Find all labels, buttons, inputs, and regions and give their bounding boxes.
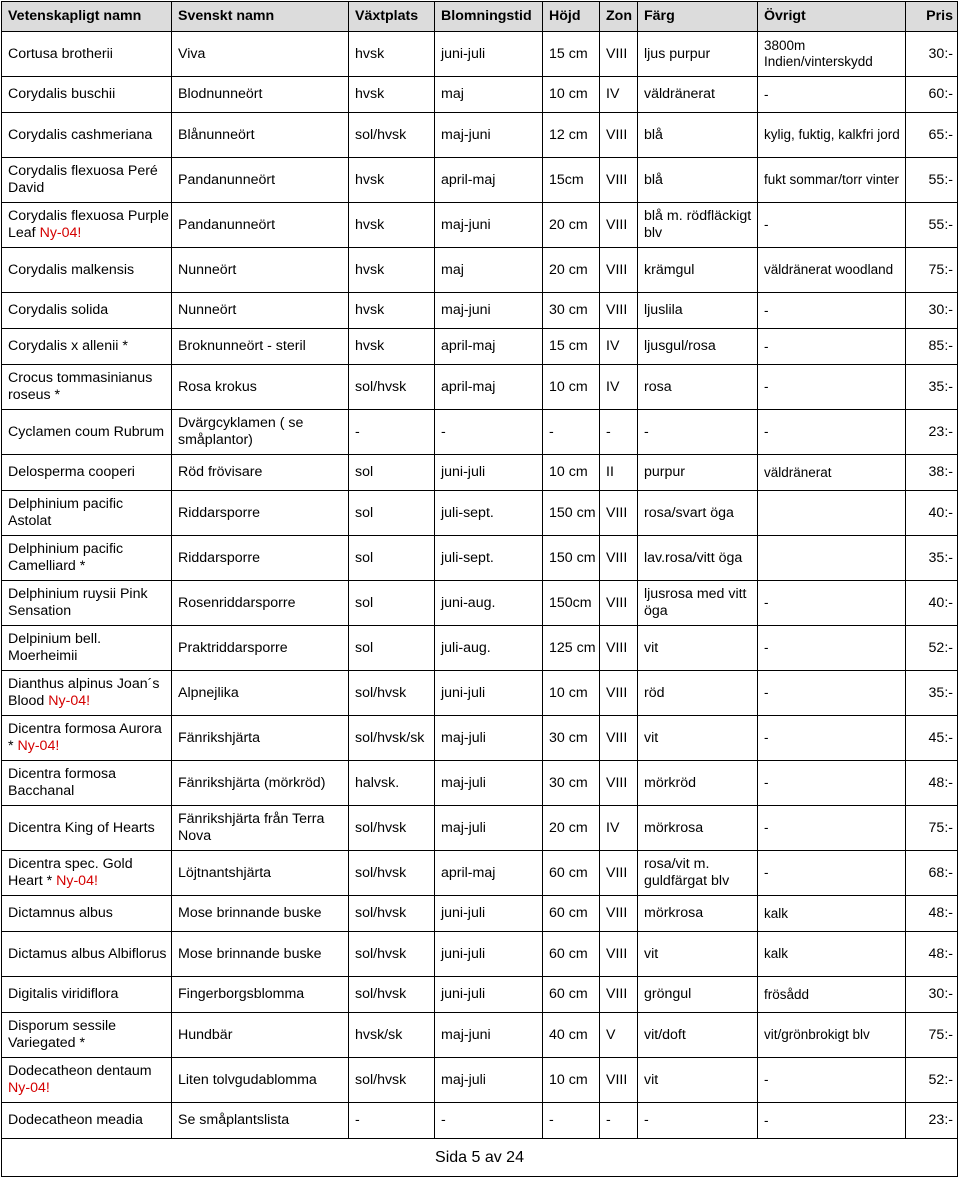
color-cell: lav.rosa/vitt öga — [638, 536, 758, 581]
other-cell: - — [758, 1103, 906, 1139]
price-cell: 40:- — [906, 491, 958, 536]
other-cell: - — [758, 329, 906, 365]
scientific-name-cell: Corydalis flexuosa Peré David — [2, 158, 172, 203]
table-row — [2, 932, 958, 977]
header-color: Färg — [638, 2, 758, 32]
scientific-name-text: Corydalis flexuosa Purple Leaf — [8, 208, 169, 241]
table-row — [2, 581, 958, 626]
scientific-name-text: Dodecatheon dentaum — [8, 1063, 152, 1079]
other-cell: väldränerat woodland — [758, 248, 906, 293]
price-cell: 68:- — [906, 851, 958, 896]
price-cell: 48:- — [906, 761, 958, 806]
header-bloom-time: Blomningstid — [435, 2, 543, 32]
height-cell: 15 cm — [543, 329, 600, 365]
other-cell: 3800m Indien/vinterskydd — [758, 32, 906, 77]
scientific-name-cell: Delphinium ruysii Pink Sensation — [2, 581, 172, 626]
bloom-time-cell: maj — [435, 248, 543, 293]
zone-cell: VIII — [600, 932, 638, 977]
color-cell: gröngul — [638, 977, 758, 1013]
price-cell: 48:- — [906, 896, 958, 932]
table-row — [2, 410, 958, 455]
site-cell: hvsk — [349, 329, 435, 365]
table-row — [2, 329, 958, 365]
bloom-time-cell: maj-juni — [435, 203, 543, 248]
scientific-name-cell — [2, 716, 172, 761]
scientific-name-cell: Delphinium pacific Astolat — [2, 491, 172, 536]
swedish-name-cell: Broknunneört - steril — [172, 329, 349, 365]
table-row — [2, 1058, 958, 1103]
bloom-time-cell: juni-juli — [435, 671, 543, 716]
swedish-name-cell: Nunneört — [172, 248, 349, 293]
swedish-name-cell: Fänrikshjärta — [172, 716, 349, 761]
price-cell: 52:- — [906, 626, 958, 671]
bloom-time-cell: juni-juli — [435, 977, 543, 1013]
site-cell: hvsk — [349, 158, 435, 203]
zone-cell: - — [600, 410, 638, 455]
site-cell: sol/hvsk — [349, 113, 435, 158]
scientific-name-text: Dicentra spec. Gold Heart * — [8, 856, 133, 889]
zone-cell: VIII — [600, 203, 638, 248]
header-site: Växtplats — [349, 2, 435, 32]
swedish-name-cell: Nunneört — [172, 293, 349, 329]
price-cell: 48:- — [906, 932, 958, 977]
header-swedish-name: Svenskt namn — [172, 2, 349, 32]
site-cell: sol — [349, 626, 435, 671]
zone-cell: VIII — [600, 158, 638, 203]
site-cell: sol/hvsk/sk — [349, 716, 435, 761]
bloom-time-cell: juni-juli — [435, 896, 543, 932]
color-cell: ljus purpur — [638, 32, 758, 77]
bloom-time-cell: juni-aug. — [435, 581, 543, 626]
price-cell: 30:- — [906, 32, 958, 77]
scientific-name-cell: Dicentra King of Hearts — [2, 806, 172, 851]
height-cell: 20 cm — [543, 806, 600, 851]
table-row — [2, 716, 958, 761]
site-cell: sol — [349, 581, 435, 626]
color-cell: mörkrosa — [638, 806, 758, 851]
height-cell: 10 cm — [543, 365, 600, 410]
zone-cell: VIII — [600, 32, 638, 77]
table-row — [2, 248, 958, 293]
zone-cell: VIII — [600, 896, 638, 932]
swedish-name-cell: Viva — [172, 32, 349, 77]
table-row — [2, 455, 958, 491]
other-cell: kalk — [758, 932, 906, 977]
site-cell: sol — [349, 491, 435, 536]
color-cell: ljusrosa med vitt öga — [638, 581, 758, 626]
price-cell: 35:- — [906, 671, 958, 716]
table-row — [2, 896, 958, 932]
other-cell: - — [758, 77, 906, 113]
price-cell: 23:- — [906, 1103, 958, 1139]
new-badge: Ny-04! — [39, 225, 82, 241]
price-cell: 40:- — [906, 581, 958, 626]
table-row — [2, 851, 958, 896]
other-cell: - — [758, 806, 906, 851]
zone-cell: VIII — [600, 761, 638, 806]
bloom-time-cell: juli-sept. — [435, 491, 543, 536]
height-cell: 12 cm — [543, 113, 600, 158]
site-cell: sol/hvsk — [349, 851, 435, 896]
bloom-time-cell: april-maj — [435, 851, 543, 896]
site-cell: sol — [349, 455, 435, 491]
other-cell: - — [758, 581, 906, 626]
table-row — [2, 293, 958, 329]
color-cell: krämgul — [638, 248, 758, 293]
zone-cell: VIII — [600, 536, 638, 581]
height-cell: 15 cm — [543, 32, 600, 77]
bloom-time-cell: maj-juli — [435, 1058, 543, 1103]
swedish-name-cell: Pandanunneört — [172, 158, 349, 203]
other-cell: fukt sommar/torr vinter — [758, 158, 906, 203]
zone-cell: VIII — [600, 293, 638, 329]
height-cell: 60 cm — [543, 977, 600, 1013]
scientific-name-cell: Corydalis malkensis — [2, 248, 172, 293]
scientific-name-cell: Corydalis buschii — [2, 77, 172, 113]
price-cell: 52:- — [906, 1058, 958, 1103]
swedish-name-cell: Se småplantslista — [172, 1103, 349, 1139]
color-cell: blå — [638, 158, 758, 203]
height-cell: 150cm — [543, 581, 600, 626]
bloom-time-cell: april-maj — [435, 329, 543, 365]
bloom-time-cell: maj-juni — [435, 293, 543, 329]
swedish-name-cell: Blodnunneört — [172, 77, 349, 113]
page-footer-row — [2, 1139, 958, 1177]
table-row — [2, 32, 958, 77]
price-cell: 45:- — [906, 716, 958, 761]
bloom-time-cell: juni-juli — [435, 932, 543, 977]
plant-price-table — [1, 1, 958, 1177]
other-cell: kalk — [758, 896, 906, 932]
swedish-name-cell: Röd frövisare — [172, 455, 349, 491]
bloom-time-cell: maj-juli — [435, 761, 543, 806]
swedish-name-cell: Fänrikshjärta från Terra Nova — [172, 806, 349, 851]
price-cell: 55:- — [906, 158, 958, 203]
zone-cell: VIII — [600, 671, 638, 716]
header-scientific-name: Vetenskapligt namn — [2, 2, 172, 32]
scientific-name-cell: Delosperma cooperi — [2, 455, 172, 491]
height-cell: 20 cm — [543, 203, 600, 248]
price-cell: 30:- — [906, 977, 958, 1013]
zone-cell: - — [600, 1103, 638, 1139]
other-cell: väldränerat — [758, 455, 906, 491]
site-cell: sol/hvsk — [349, 932, 435, 977]
other-cell: frösådd — [758, 977, 906, 1013]
price-cell: 75:- — [906, 806, 958, 851]
zone-cell: VIII — [600, 626, 638, 671]
site-cell: sol/hvsk — [349, 896, 435, 932]
new-badge: Ny-04! — [48, 693, 91, 709]
swedish-name-cell: Mose brinnande buske — [172, 896, 349, 932]
other-cell — [758, 491, 906, 536]
zone-cell: IV — [600, 806, 638, 851]
zone-cell: VIII — [600, 581, 638, 626]
site-cell: sol/hvsk — [349, 977, 435, 1013]
swedish-name-cell: Löjtnantshjärta — [172, 851, 349, 896]
color-cell: mörkröd — [638, 761, 758, 806]
price-cell: 75:- — [906, 1013, 958, 1058]
zone-cell: IV — [600, 365, 638, 410]
color-cell: vit — [638, 716, 758, 761]
bloom-time-cell: maj — [435, 77, 543, 113]
height-cell: 40 cm — [543, 1013, 600, 1058]
other-cell: - — [758, 410, 906, 455]
site-cell: hvsk — [349, 203, 435, 248]
height-cell: 20 cm — [543, 248, 600, 293]
table-row — [2, 203, 958, 248]
price-cell: 23:- — [906, 410, 958, 455]
page-footer — [2, 1139, 958, 1177]
bloom-time-cell: maj-juni — [435, 113, 543, 158]
zone-cell: VIII — [600, 248, 638, 293]
zone-cell: IV — [600, 329, 638, 365]
swedish-name-cell: Fingerborgsblomma — [172, 977, 349, 1013]
bloom-time-cell: april-maj — [435, 158, 543, 203]
bloom-time-cell: juli-sept. — [435, 536, 543, 581]
other-cell: - — [758, 293, 906, 329]
height-cell: 10 cm — [543, 1058, 600, 1103]
color-cell: vit — [638, 932, 758, 977]
scientific-name-cell: Delpinium bell. Moerheimii — [2, 626, 172, 671]
site-cell: hvsk — [349, 32, 435, 77]
scientific-name-cell: Crocus tommasinianus roseus * — [2, 365, 172, 410]
other-cell: - — [758, 716, 906, 761]
height-cell: 10 cm — [543, 455, 600, 491]
height-cell: 10 cm — [543, 671, 600, 716]
other-cell: - — [758, 365, 906, 410]
table-row — [2, 113, 958, 158]
table-header-row — [2, 2, 958, 32]
swedish-name-cell: Riddarsporre — [172, 491, 349, 536]
scientific-name-cell — [2, 1058, 172, 1103]
color-cell: röd — [638, 671, 758, 716]
header-height: Höjd — [543, 2, 600, 32]
table-row — [2, 977, 958, 1013]
scientific-name-cell: Cortusa brotherii — [2, 32, 172, 77]
price-cell: 85:- — [906, 329, 958, 365]
height-cell: 60 cm — [543, 932, 600, 977]
color-cell: vit — [638, 1058, 758, 1103]
new-badge: Ny-04! — [56, 873, 98, 889]
site-cell: sol/hvsk — [349, 365, 435, 410]
other-cell: - — [758, 203, 906, 248]
scientific-name-cell: Corydalis solida — [2, 293, 172, 329]
bloom-time-cell: - — [435, 410, 543, 455]
header-price: Pris — [906, 2, 958, 32]
site-cell: hvsk — [349, 248, 435, 293]
swedish-name-cell: Praktriddarsporre — [172, 626, 349, 671]
site-cell: sol/hvsk — [349, 671, 435, 716]
swedish-name-cell: Liten tolvgudablomma — [172, 1058, 349, 1103]
swedish-name-cell: Dvärgcyklamen ( se småplantor) — [172, 410, 349, 455]
color-cell: vit/doft — [638, 1013, 758, 1058]
price-cell: 35:- — [906, 536, 958, 581]
other-cell: - — [758, 851, 906, 896]
other-cell: kylig, fuktig, kalkfri jord — [758, 113, 906, 158]
price-cell: 55:- — [906, 203, 958, 248]
scientific-name-cell — [2, 203, 172, 248]
scientific-name-cell: Dictamus albus Albiflorus — [2, 932, 172, 977]
zone-cell: IV — [600, 77, 638, 113]
color-cell: rosa/svart öga — [638, 491, 758, 536]
color-cell: blå m. rödfläckigt blv — [638, 203, 758, 248]
site-cell: hvsk — [349, 77, 435, 113]
new-badge: Ny-04! — [8, 1080, 50, 1096]
price-cell: 38:- — [906, 455, 958, 491]
table-row — [2, 761, 958, 806]
price-cell: 75:- — [906, 248, 958, 293]
price-cell: 65:- — [906, 113, 958, 158]
bloom-time-cell: juli-aug. — [435, 626, 543, 671]
zone-cell: VIII — [600, 716, 638, 761]
swedish-name-cell: Pandanunneört — [172, 203, 349, 248]
swedish-name-cell: Blånunneört — [172, 113, 349, 158]
site-cell: sol — [349, 536, 435, 581]
height-cell: 30 cm — [543, 716, 600, 761]
scientific-name-cell: Dicentra formosa Bacchanal — [2, 761, 172, 806]
color-cell: - — [638, 410, 758, 455]
height-cell: 125 cm — [543, 626, 600, 671]
scientific-name-cell: Delphinium pacific Camelliard * — [2, 536, 172, 581]
color-cell: vit — [638, 626, 758, 671]
bloom-time-cell: april-maj — [435, 365, 543, 410]
bloom-time-cell: - — [435, 1103, 543, 1139]
bloom-time-cell: juni-juli — [435, 455, 543, 491]
height-cell: 30 cm — [543, 293, 600, 329]
new-badge: Ny-04! — [17, 738, 60, 754]
other-cell: vit/grönbrokigt blv — [758, 1013, 906, 1058]
height-cell: 150 cm — [543, 536, 600, 581]
swedish-name-cell: Hundbär — [172, 1013, 349, 1058]
price-cell: 60:- — [906, 77, 958, 113]
zone-cell: VIII — [600, 977, 638, 1013]
site-cell: - — [349, 410, 435, 455]
site-cell: halvsk. — [349, 761, 435, 806]
swedish-name-cell: Fänrikshjärta (mörkröd) — [172, 761, 349, 806]
site-cell: hvsk — [349, 293, 435, 329]
scientific-name-cell: Disporum sessile Variegated * — [2, 1013, 172, 1058]
zone-cell: VIII — [600, 491, 638, 536]
color-cell: purpur — [638, 455, 758, 491]
height-cell: 15cm — [543, 158, 600, 203]
height-cell: 60 cm — [543, 896, 600, 932]
price-cell: 30:- — [906, 293, 958, 329]
zone-cell: VIII — [600, 851, 638, 896]
bloom-time-cell: juni-juli — [435, 32, 543, 77]
color-cell: väldränerat — [638, 77, 758, 113]
height-cell: 10 cm — [543, 77, 600, 113]
scientific-name-cell: Dictamnus albus — [2, 896, 172, 932]
table-row — [2, 365, 958, 410]
height-cell: 30 cm — [543, 761, 600, 806]
other-cell: - — [758, 626, 906, 671]
color-cell: rosa — [638, 365, 758, 410]
color-cell: ljusgul/rosa — [638, 329, 758, 365]
height-cell: - — [543, 410, 600, 455]
header-zone: Zon — [600, 2, 638, 32]
swedish-name-cell: Mose brinnande buske — [172, 932, 349, 977]
table-row — [2, 1013, 958, 1058]
other-cell: - — [758, 761, 906, 806]
swedish-name-cell: Rosa krokus — [172, 365, 349, 410]
table-row — [2, 77, 958, 113]
scientific-name-cell: Cyclamen coum Rubrum — [2, 410, 172, 455]
table-row — [2, 671, 958, 716]
scientific-name-cell — [2, 851, 172, 896]
scientific-name-cell: Corydalis x allenii * — [2, 329, 172, 365]
table-row — [2, 536, 958, 581]
table-row — [2, 158, 958, 203]
site-cell: hvsk/sk — [349, 1013, 435, 1058]
zone-cell: VIII — [600, 1058, 638, 1103]
zone-cell: VIII — [600, 113, 638, 158]
scientific-name-text: Dianthus alpinus Joan´s Blood — [8, 676, 160, 709]
color-cell: - — [638, 1103, 758, 1139]
site-cell: - — [349, 1103, 435, 1139]
table-row — [2, 1103, 958, 1139]
height-cell: 150 cm — [543, 491, 600, 536]
site-cell: sol/hvsk — [349, 806, 435, 851]
table-row — [2, 626, 958, 671]
other-cell: - — [758, 1058, 906, 1103]
height-cell: - — [543, 1103, 600, 1139]
other-cell — [758, 536, 906, 581]
color-cell: blå — [638, 113, 758, 158]
site-cell: sol/hvsk — [349, 1058, 435, 1103]
bloom-time-cell: maj-juni — [435, 1013, 543, 1058]
other-cell: - — [758, 671, 906, 716]
header-other: Övrigt — [758, 2, 906, 32]
bloom-time-cell: maj-juli — [435, 806, 543, 851]
height-cell: 60 cm — [543, 851, 600, 896]
swedish-name-cell: Riddarsporre — [172, 536, 349, 581]
swedish-name-cell: Alpnejlika — [172, 671, 349, 716]
color-cell: mörkrosa — [638, 896, 758, 932]
bloom-time-cell: maj-juli — [435, 716, 543, 761]
price-cell: 35:- — [906, 365, 958, 410]
scientific-name-cell — [2, 671, 172, 716]
scientific-name-cell: Digitalis viridiflora — [2, 977, 172, 1013]
scientific-name-text: Dicentra formosa Aurora * — [8, 721, 162, 754]
scientific-name-cell: Dodecatheon meadia — [2, 1103, 172, 1139]
zone-cell: II — [600, 455, 638, 491]
color-cell: rosa/vit m. guldfärgat blv — [638, 851, 758, 896]
zone-cell: V — [600, 1013, 638, 1058]
color-cell: ljuslila — [638, 293, 758, 329]
scientific-name-cell: Corydalis cashmeriana — [2, 113, 172, 158]
swedish-name-cell: Rosenriddarsporre — [172, 581, 349, 626]
page-number-label: Sida 5 av 24 — [435, 1148, 524, 1166]
table-row — [2, 806, 958, 851]
table-row — [2, 491, 958, 536]
